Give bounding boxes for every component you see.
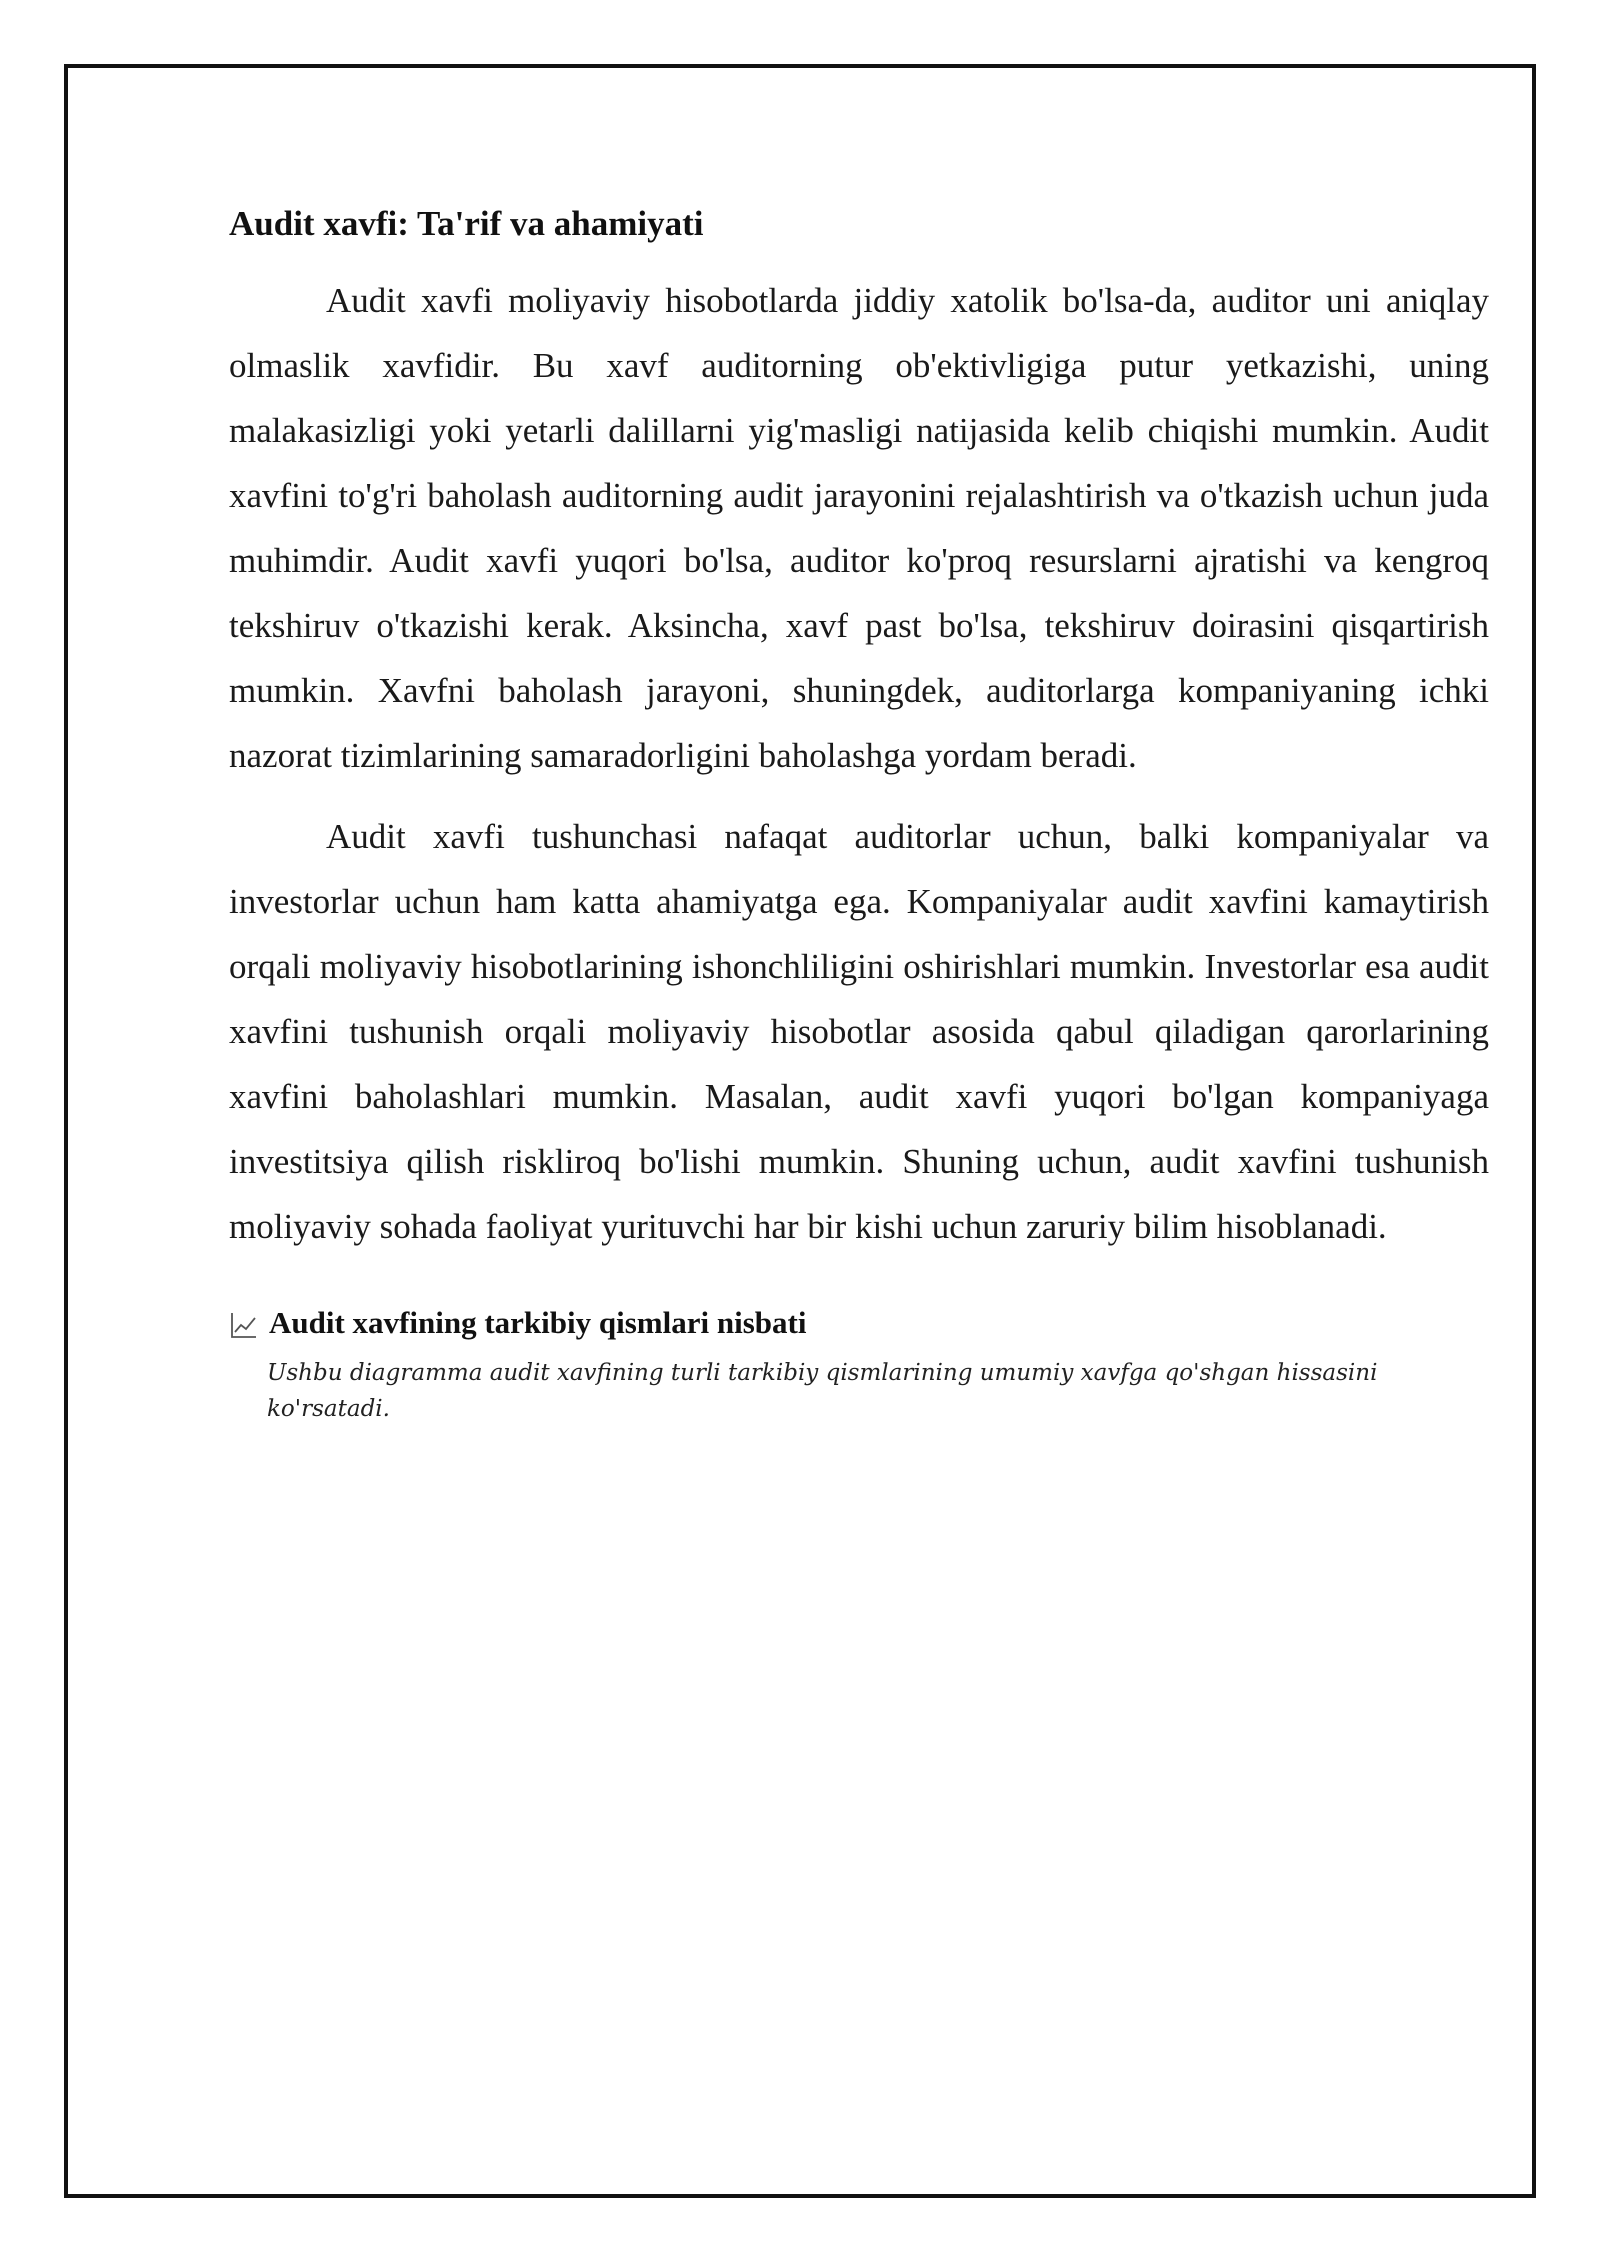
paragraph-2: Audit xavfi tushunchasi nafaqat auditorlar uchun, balki kompaniyalar va investorlar uchun ham katta ahamiyatga ega. Kompaniyalar audit xavfini kamaytirish orqali moliyaviy hisobotlarining ishonchliligini oshirishlari mumkin. Investorlar esa audit xavfini tushunish orqali moliyaviy hisobotlar asosida qabul qiladigan qarorlarining xavfini baholashlari mumkin. Masalan, audit xavfi yuqori bo'lgan kompaniyaga investitsiya qilish riskliroq bo'lishi mumkin. Shuning uchun, audit xavfini tushunish moliyaviy sohada faoliyat yurituvchi har bir kishi uchun zaruriy bilim hisoblanadi. [229,817,1489,1246]
section-heading: Audit xavfi: Ta'rif va ahamiyati [229,204,704,243]
paragraph-1: Audit xavfi moliyaviy hisobotlarda jiddiy xatolik bo'lsa-da, auditor uni aniqlay olmaslik xavfidir. Bu xavf auditorning ob'ektivligiga putur yetkazishi, uning malakasizligi yoki yetarli dalillarni yig'masligi natijasida kelib chiqishi mumkin. Audit xavfini to'g'ri baholash auditorning audit jarayonini rejalashtirish va o'tkazish uchun juda muhimdir. Audit xavfi yuqori bo'lsa, auditor ko'proq resurslarni ajratishi va kengroq tekshiruv o'tkazishi kerak. Aksincha, xavf past bo'lsa, tekshiruv doirasini qisqartirish mumkin. Xavfni baholash jarayoni, shuningdek, auditorlarga kompaniyaning ichki nazorat tizimlarining samaradorligini baholashga yordam beradi. [229,281,1489,775]
document-body [229,196,1489,1427]
figure-caption: Ushbu diagramma audit xavfining turli tarkibiy qismlarining umumiy xavfga qo'shgan hissasini ko'rsatadi. [267,1360,1378,1422]
figure-title-text: Audit xavfining tarkibiy qismlari nisbati [269,1305,807,1340]
figure-title [229,1301,1489,1345]
chart-line-icon [229,1308,259,1338]
